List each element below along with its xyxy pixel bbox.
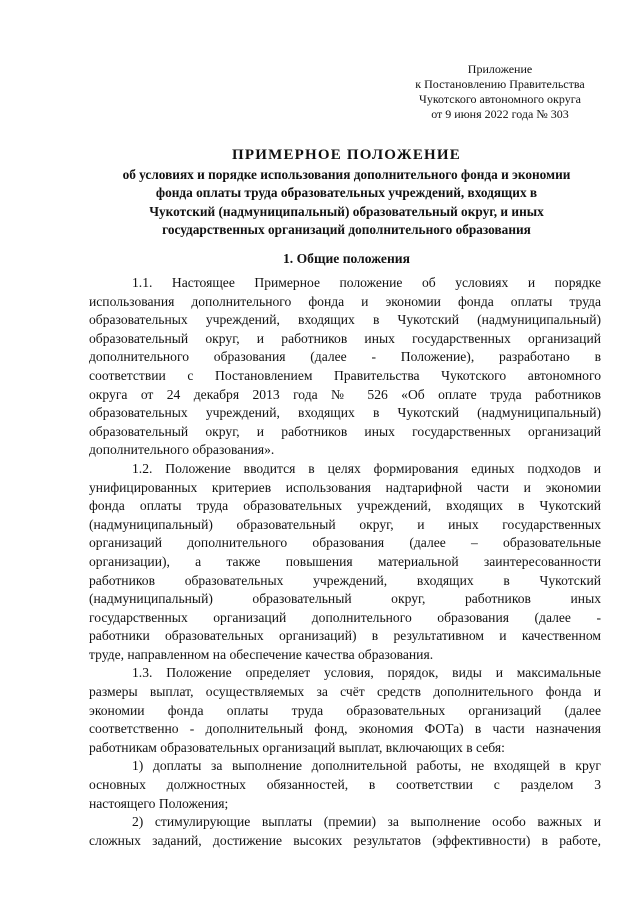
body-line: настоящего Положения; bbox=[89, 795, 229, 811]
appendix-line: Чукотского автономного округа bbox=[419, 92, 581, 106]
appendix-line: Приложение bbox=[467, 62, 533, 76]
body-line: соответствии с Постановлением Правительства Чукотского автономного bbox=[89, 367, 601, 383]
body-line: округа от 24 декабря 2013 года № 526 «Об оплате труда работников bbox=[89, 386, 601, 402]
appendix-block bbox=[400, 62, 600, 122]
body-line: размеры выплат, осуществляемых за счёт средств дополнительного фонда и bbox=[89, 684, 601, 700]
body-line: использования дополнительного фонда и экономии фонда оплаты труда bbox=[89, 293, 601, 309]
subtitle-line: фонда оплаты труда образовательных учреждений, входящих в bbox=[155, 185, 538, 201]
body-line: соответственно - дополнительный фонд, экономия ФОТа) в части назначения bbox=[89, 721, 601, 737]
subtitle-line: об условиях и порядке использования дополнительного фонда и экономии bbox=[122, 167, 571, 182]
body-line: труде, направленном на обеспечение качества образования. bbox=[89, 646, 434, 662]
body-line: унифицированных критериев использования надтарифной части и экономии bbox=[89, 479, 601, 495]
body-line: основных должностных обязанностей, в соответствии с разделом 3 bbox=[89, 777, 601, 793]
body-line: организаций дополнительного образования (далее – образовательные bbox=[89, 535, 601, 551]
document-title: ПРИМЕРНОЕ ПОЛОЖЕНИЕ bbox=[232, 147, 461, 163]
body-line: образовательных учреждений, входящих в Чукотский (надмуниципальный) bbox=[89, 312, 601, 328]
section-heading: 1. Общие положения bbox=[283, 251, 410, 266]
body-line: (надмуниципальный) образовательный округ, работников иных bbox=[89, 591, 601, 607]
body-line: работникам образовательных организаций выплат, включающих в себя: bbox=[89, 739, 505, 755]
appendix-line: от 9 июня 2022 года № 303 bbox=[431, 107, 569, 121]
body-line: сложных заданий, достижение высоких результатов (эффективности) в работе, bbox=[89, 832, 601, 848]
body-line: 1.2. Положение вводится в целях формирования единых подходов и bbox=[132, 460, 601, 476]
body-text bbox=[89, 274, 601, 850]
subtitle-line: Чукотский (надмуниципальный) образовательный округ, и иных bbox=[149, 203, 544, 219]
body-line: государственных организаций дополнительного образования (далее - bbox=[89, 609, 601, 625]
body-line: организации), а также повышения материальной заинтересованности bbox=[89, 553, 601, 569]
body-line: 1.3. Положение определяет условия, порядок, виды и максимальные bbox=[132, 665, 601, 681]
document-subtitle bbox=[80, 166, 613, 239]
body-line: образовательный округ, и работников иных государственных организаций bbox=[89, 330, 601, 346]
appendix-line: к Постановлению Правительства bbox=[415, 77, 585, 91]
body-line: работников образовательных учреждений, входящих в Чукотский bbox=[89, 572, 601, 588]
body-line: 2) стимулирующие выплаты (премии) за выполнение особо важных и bbox=[132, 814, 601, 830]
body-line: фонда оплаты труда образовательных учреждений, входящих в Чукотский bbox=[89, 498, 601, 514]
body-line: работники образовательных организаций) в результативном и качественном bbox=[89, 628, 601, 644]
body-line: 1) доплаты за выполнение дополнительной работы, не входящей в круг bbox=[132, 758, 601, 774]
body-line: дополнительного образования (далее - Положение), разработано в bbox=[89, 349, 601, 365]
body-line: 1.1. Настоящее Примерное положение об условиях и порядке bbox=[132, 275, 601, 290]
subtitle-line: государственных организаций дополнительного образования bbox=[162, 221, 531, 237]
body-line: дополнительного образования». bbox=[89, 442, 275, 458]
body-line: образовательных учреждений, входящих в Чукотский (надмуниципальный) bbox=[89, 405, 601, 421]
body-line: образовательный округ, и работников иных государственных организаций bbox=[89, 423, 601, 439]
body-line: (надмуниципальный) образовательный округ, и иных государственных bbox=[89, 516, 601, 532]
body-line: экономии фонда оплаты труда образовательных организаций (далее bbox=[89, 702, 601, 718]
